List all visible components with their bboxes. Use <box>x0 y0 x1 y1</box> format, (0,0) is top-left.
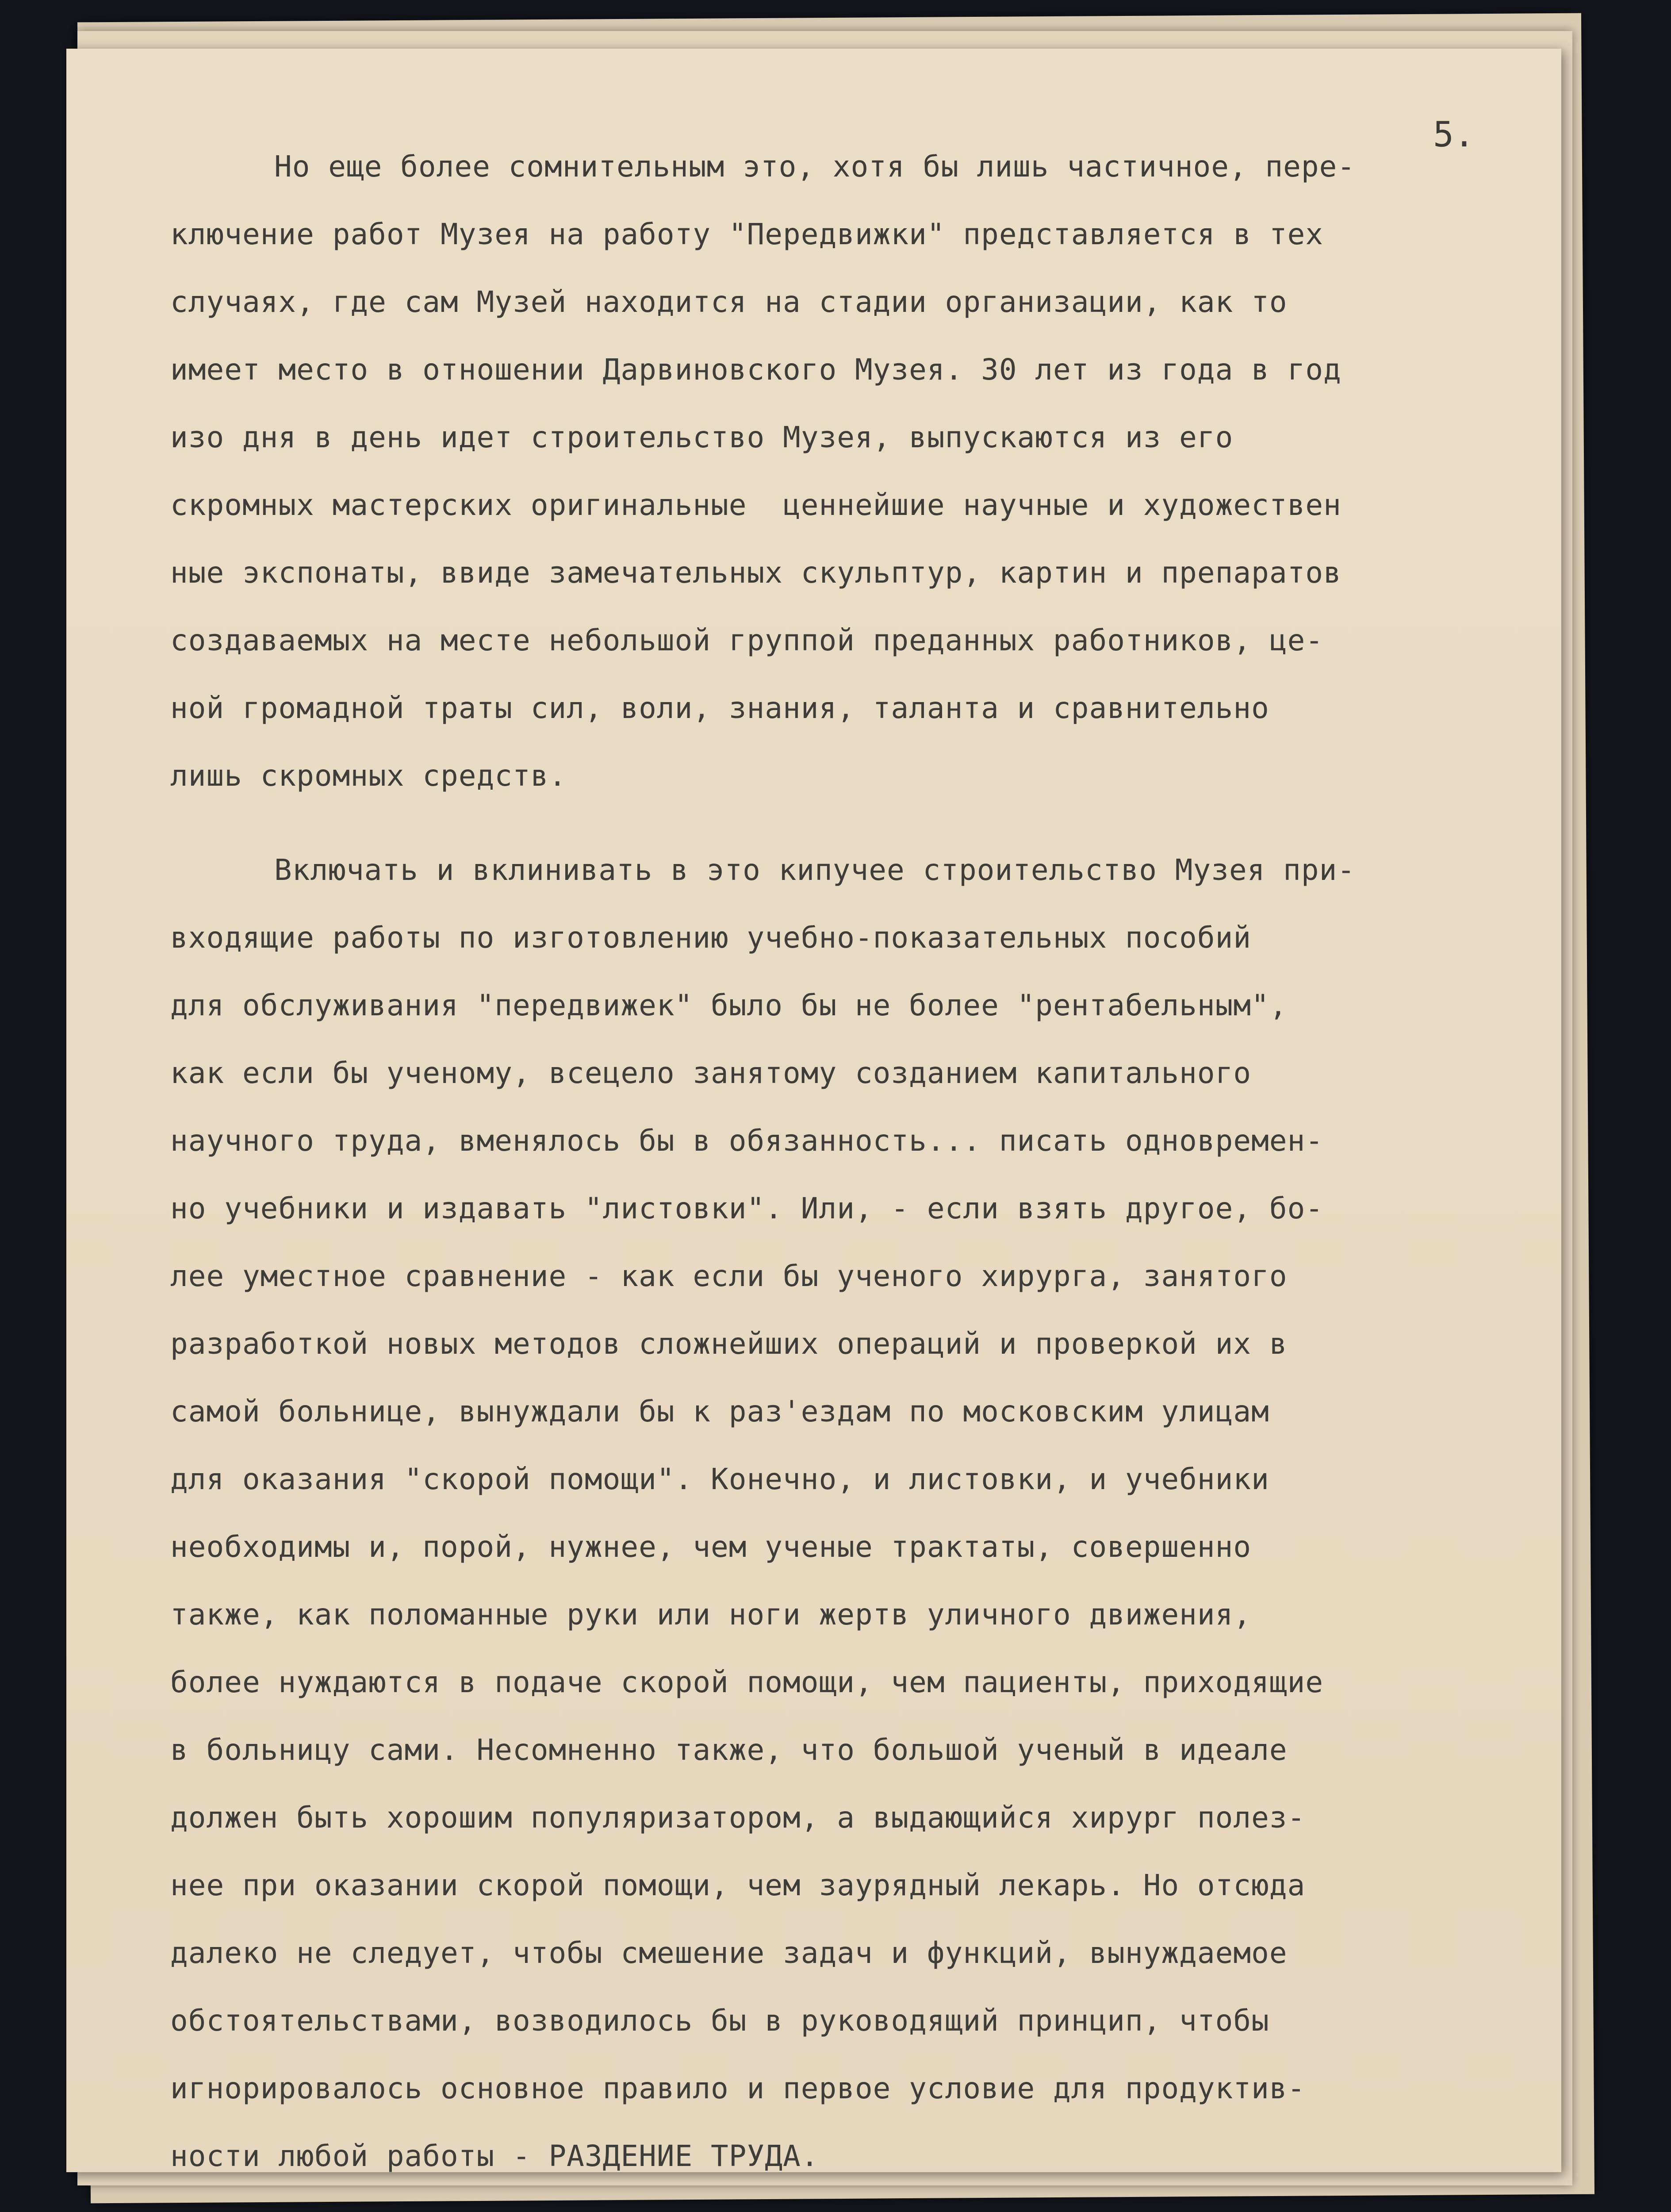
text-line: ной громадной траты сил, воли, знания, таланта и сравнительно <box>170 691 1269 725</box>
text-line: имеет место в отношении Дарвиновского Музея. 30 лет из года в год <box>170 353 1341 387</box>
text-line: должен быть хорошим популяризатором, а выдающийся хирург полез- <box>170 1801 1306 1835</box>
text-line: научного труда, вменялось бы в обязанность... писать одновремен- <box>170 1124 1324 1158</box>
text-line: для обслуживания "передвижек" было бы не более "рентабельным", <box>170 988 1288 1022</box>
paragraph-1 <box>212 133 1561 200</box>
text-line: входящие работы по изготовлению учебно-показательных пособий <box>170 921 1252 955</box>
text-line: необходимы и, порой, нужнее, чем ученые трактаты, совершенно <box>170 1530 1252 1564</box>
text-line: ключение работ Музея на работу "Передвижки" представляется в тех <box>170 217 1324 251</box>
document-body <box>170 133 1561 2190</box>
text-line: ности любой работы - РАЗДЕНИЕ ТРУДА. <box>170 2139 819 2173</box>
text-line: ные экспонаты, ввиде замечательных скульптур, картин и препаратов <box>170 556 1341 590</box>
text-line: создаваемых на месте небольшой группой преданных работников, це- <box>170 623 1324 657</box>
text-line: случаях, где сам Музей находится на стадии организации, как то <box>170 285 1288 319</box>
text-line: далеко не следует, чтобы смешение задач и функций, вынуждаемое <box>170 1936 1288 1970</box>
text-line: скромных мастерских оригинальные ценнейшие научные и художествен <box>170 488 1341 522</box>
text-line: в больницу сами. Несомненно также, что большой ученый в идеале <box>170 1733 1288 1767</box>
text-line: более нуждаются в подаче скорой помощи, чем пациенты, приходящие <box>170 1665 1324 1699</box>
text-line: самой больнице, вынуждали бы к раз'ездам по московским улицам <box>170 1394 1269 1429</box>
text-line: но учебники и издавать "листовки". Или, - если взять другое, бо- <box>170 1191 1324 1225</box>
text-line: для оказания "скорой помощи". Конечно, и листовки, и учебники <box>170 1462 1269 1496</box>
page-number: 5. <box>1433 115 1475 155</box>
text-line: как если бы ученому, всецело занятому созданием капитального <box>170 1056 1252 1090</box>
text-line: игнорировалось основное правило и первое условие для продуктив- <box>170 2071 1306 2105</box>
paragraph-1-body <box>170 200 1561 810</box>
text-line: также, как поломанные руки или ноги жертв уличного движения, <box>170 1598 1252 1632</box>
text-line: Но еще более сомнительным это, хотя бы лишь частичное, пере- <box>274 150 1356 184</box>
paragraph-2-body <box>170 904 1561 2190</box>
text-line: Включать и вклинивать в это кипучее строительство Музея при- <box>274 853 1356 887</box>
text-line: разработкой новых методов сложнейших операций и проверкой их в <box>170 1327 1288 1361</box>
paragraph-2 <box>212 836 1561 904</box>
text-line: обстоятельствами, возводилось бы в руководящий принцип, чтобы <box>170 2004 1269 2038</box>
paragraph-gap <box>212 810 1561 836</box>
text-line: изо дня в день идет строительство Музея, выпускаются из его <box>170 420 1234 454</box>
text-line: лее уместное сравнение - как если бы ученого хирурга, занятого <box>170 1259 1288 1293</box>
text-line: лишь скромных средств. <box>170 759 567 793</box>
text-line: нее при оказании скорой помощи, чем заурядный лекарь. Но отсюда <box>170 1868 1306 1902</box>
